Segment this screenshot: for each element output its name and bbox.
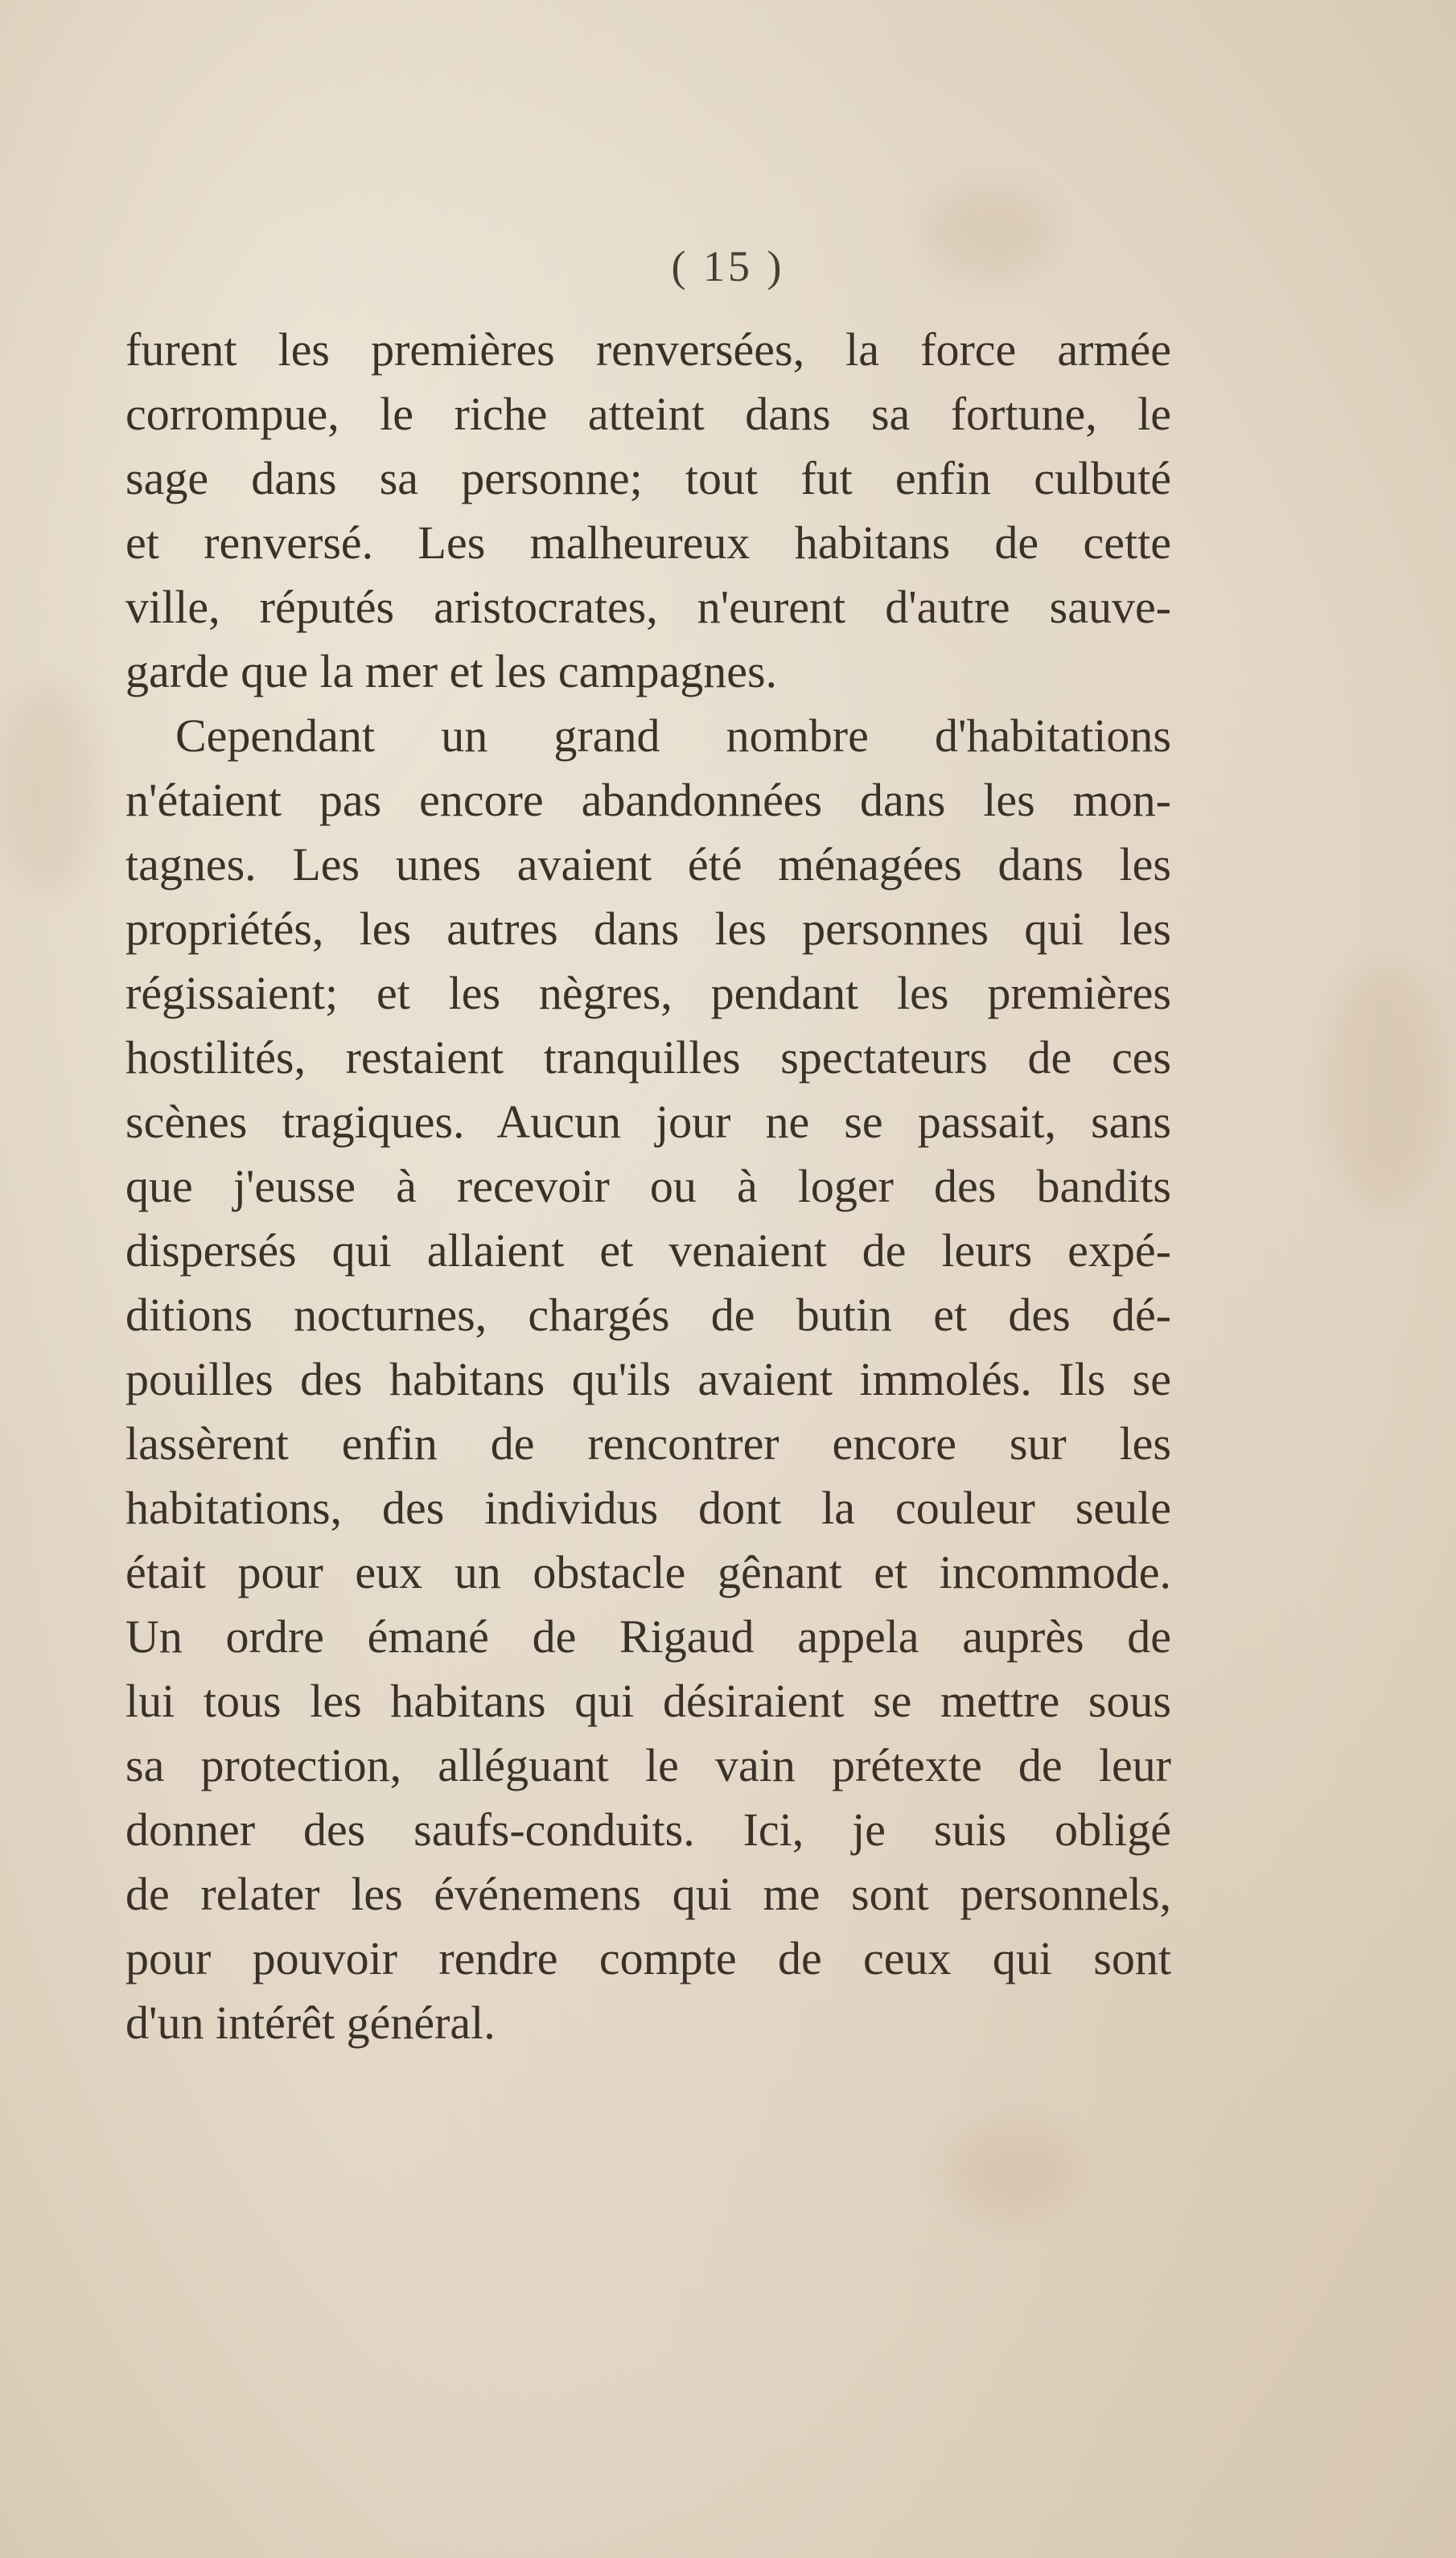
text-line: tagnes. Les unes avaient été ménagées dans les (125, 838, 1171, 890)
text-line: scènes tragiques. Aucun jour ne se passait, sans (125, 1096, 1171, 1148)
text-line: propriétés, les autres dans les personnes qui les (125, 903, 1171, 955)
text-line: ditions nocturnes, chargés de butin et des dé- (125, 1289, 1171, 1341)
text-line: garde que la mer et les campagnes. (125, 645, 778, 697)
text-line: était pour eux un obstacle gênant et incommode. (125, 1546, 1171, 1598)
text-line: lassèrent enfin de rencontrer encore sur les (125, 1417, 1171, 1470)
text-line: sage dans sa personne; tout fut enfin culbuté (125, 452, 1171, 504)
text-line: furent les premières renversées, la force armée (125, 323, 1171, 376)
text-line: corrompue, le riche atteint dans sa fortune, le (125, 388, 1171, 440)
page-number: ( 15 ) (671, 242, 785, 290)
text-line: n'étaient pas encore abandonnées dans les mon- (125, 774, 1171, 826)
text-line: dispersés qui allaient et venaient de leurs expé- (125, 1224, 1171, 1277)
text-line: régissaient; et les nègres, pendant les premières (125, 967, 1171, 1019)
text-line: pour pouvoir rendre compte de ceux qui sont (125, 1932, 1171, 1984)
text-line: lui tous les habitans qui désiraient se mettre sous (125, 1675, 1171, 1727)
text-line: Cependant un grand nombre d'habitations (175, 709, 1171, 762)
paper-stain (0, 684, 97, 893)
text-line: Un ordre émané de Rigaud appela auprès de (125, 1610, 1171, 1663)
paper-stain (949, 2124, 1078, 2220)
text-line: donner des saufs-conduits. Ici, je suis obligé (125, 1803, 1171, 1856)
text-line: habitations, des individus dont la couleur seule (125, 1482, 1171, 1534)
text-line: et renversé. Les malheureux habitans de cette (125, 516, 1171, 569)
text-line: que j'eusse à recevoir ou à loger des bandits (125, 1160, 1171, 1212)
text-line: de relater les événemens qui me sont personnels, (125, 1868, 1171, 1920)
text-line: pouilles des habitans qu'ils avaient immolés. Ils se (125, 1353, 1171, 1405)
text-line: ville, réputés aristocrates, n'eurent d'autre sauve- (125, 581, 1171, 633)
text-line: sa protection, alléguant le vain prétexte de leur (125, 1739, 1171, 1791)
paper-stain (1327, 965, 1440, 1207)
body-text (125, 318, 1171, 2055)
text-line: d'un intérêt général. (125, 1997, 496, 2049)
text-line: hostilités, restaient tranquilles spectateurs de ces (125, 1031, 1171, 1084)
